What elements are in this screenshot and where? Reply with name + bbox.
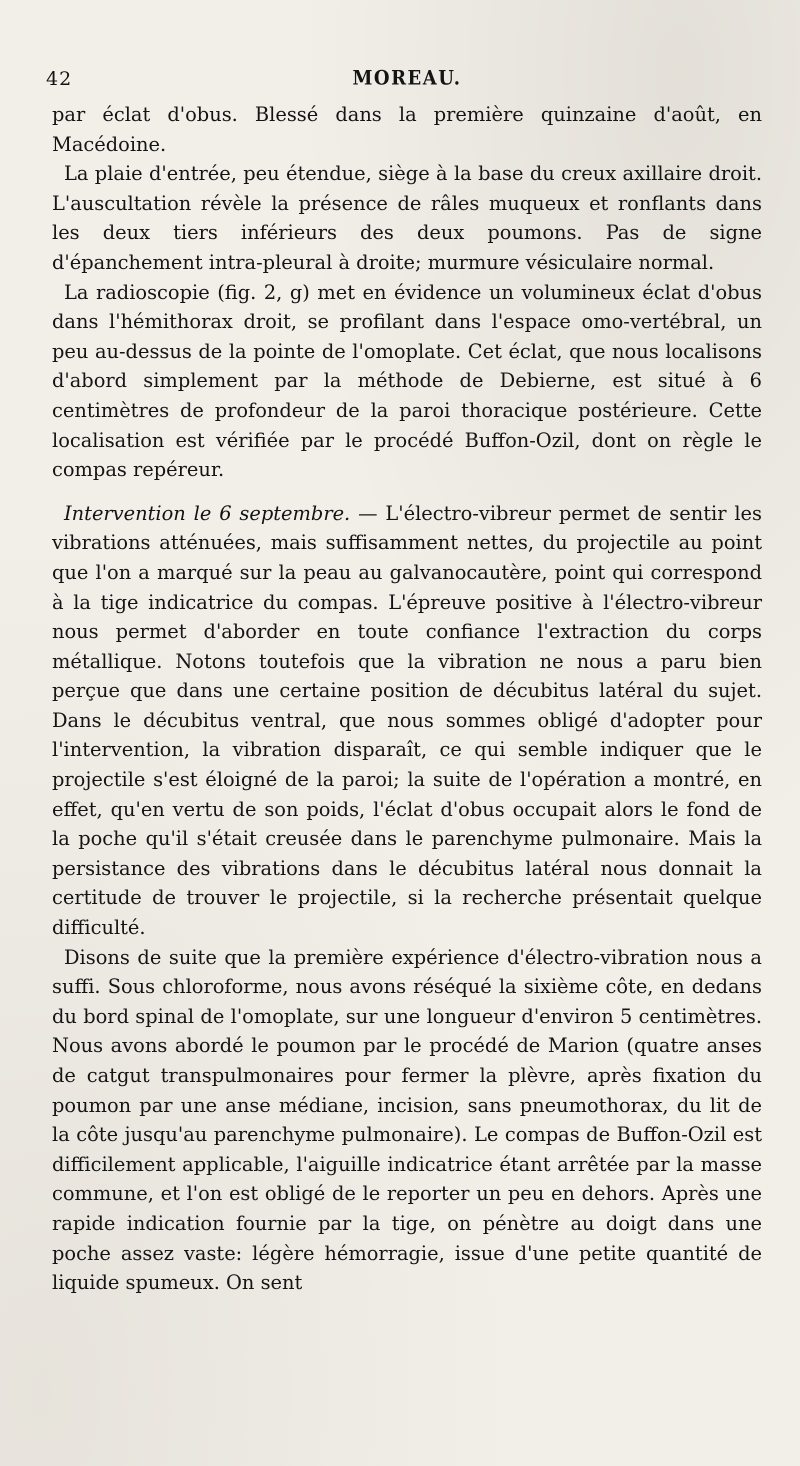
running-title: MOREAU. [352, 66, 462, 91]
paragraph-continuation [52, 100, 762, 159]
running-head [46, 62, 762, 100]
paragraph-text: — L'électro-vibreur permet de sentir les vibrations atténuées, mais suffisamment nettes, du projectile au point que l'on a marqué sur la peau au galvanocautère, point qui correspond à la tige indicatrice du compas. L'épreuve positive à l'électro-vibreur nous permet d'aborder en toute confiance l'extraction du corps métallique. Notons toutefois que la vibration ne nous a paru bien perçue que dans une certaine position de décubitus latéral du sujet. Dans le décubitus ventral, que nous sommes obligé d'adopter pour l'intervention, la vibration disparaît, ce qui semble indiquer que le projectile s'est éloigné de la paroi; la suite de l'opération a montré, en effet, qu'en vertu de son poids, l'éclat d'obus occupait alors le fond de la poche qu'il s'était creusée dans le parenchyme pulmonaire. Mais la persistance des vibrations dans le décubitus latéral nous donnait la certitude de trouver le projectile, si la recherche présentait quelque difficulté. [52, 501, 762, 940]
intervention-heading: Intervention le 6 septembre. [64, 501, 351, 525]
paragraph-wound [52, 159, 762, 277]
paragraph-procedure [52, 943, 762, 1298]
body-text [52, 100, 762, 1298]
page-number: 42 [46, 68, 73, 90]
paragraph-text: La plaie d'entrée, peu étendue, siège à la base du creux axillaire droit. L'auscultation révèle la présence de râles muqueux et ronflants dans les deux tiers inférieurs des deux poumons. Pas de signe d'épanchement intra-pleural à droite; murmure vésiculaire normal. [52, 162, 762, 274]
paragraph-text: par éclat d'obus. Blessé dans la première quinzaine d'août, en Macédoine. [52, 103, 762, 156]
paragraph-text: Disons de suite que la première expérience d'électro-vibration nous a suffi. Sous chloroforme, nous avons réséqué la sixième côte, en dedans du bord spinal de l'omoplate, sur une longueur d'environ 5 centimètres. Nous avons abordé le poumon par le procédé de Marion (quatre anses de catgut transpulmonaires pour fermer la plèvre, après fixation du poumon par une anse médiane, incision, sans pneumothorax, du lit de la côte jusqu'au parenchyme pulmonaire). Le compas de Buffon-Ozil est difficilement applicable, l'aiguille indicatrice étant arrêtée par la masse commune, et l'on est obligé de le reporter un peu en dehors. Après une rapide indication fournie par la tige, on pénètre au doigt dans une poche assez vaste: légère hémorragie, issue d'une petite quantité de liquide spumeux. On sent [52, 945, 762, 1295]
paragraph-text: La radioscopie (fig. 2, g) met en évidence un volumineux éclat d'obus dans l'hémithorax droit, se profilant dans l'espace omo-vertébral, un peu au-dessus de la pointe de l'omoplate. Cet éclat, que nous localisons d'abord simplement par la méthode de Debierne, est situé à 6 centimètres de profondeur de la paroi thoracique postérieure. Cette localisation est vérifiée par le procédé Buffon-Ozil, dont on règle le compas repéreur. [52, 280, 762, 482]
paragraph-radioscopy [52, 278, 762, 485]
paragraph-intervention [52, 499, 762, 943]
